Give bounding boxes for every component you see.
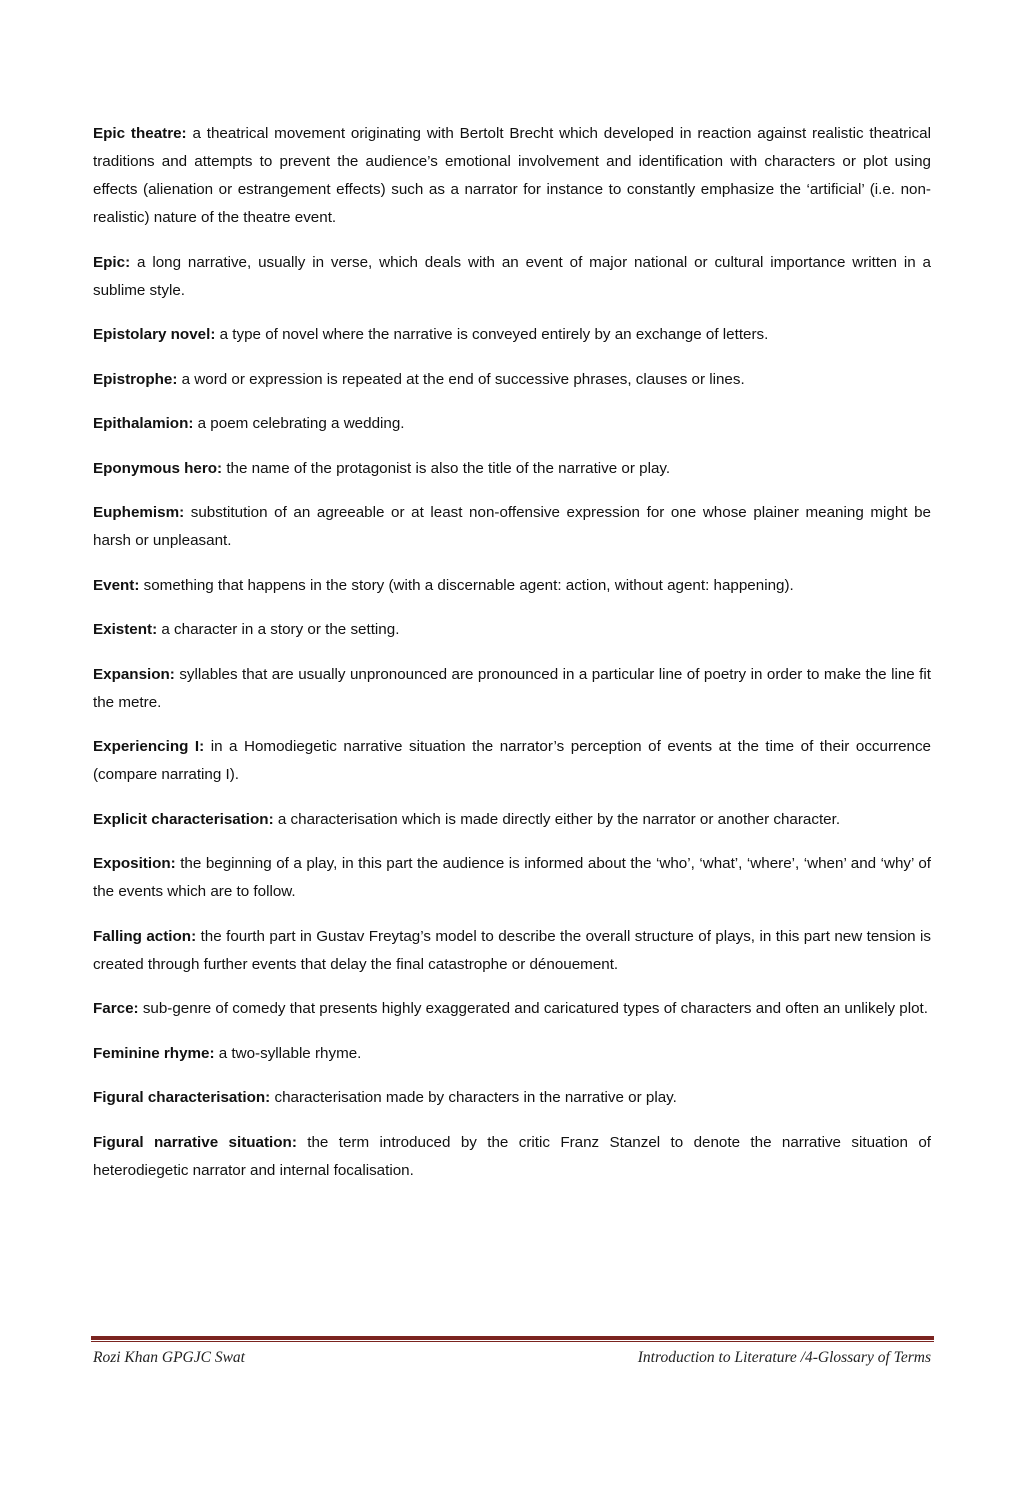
glossary-term: Expansion: xyxy=(93,665,175,683)
glossary-term: Explicit characterisation: xyxy=(93,810,274,828)
glossary-term: Experiencing I: xyxy=(93,738,205,755)
glossary-definition: a character in a story or the setting. xyxy=(157,621,400,638)
glossary-definition: a theatrical movement originating with Bertolt Brecht which developed in reaction against realistic theatrical traditions and attempts to prevent the audience’s emotional involvement and identification with characters or plot using effects (alienation or estrangement effects) such as a narrator for instance to constantly emphasize the ‘artificial’ (i.e. non-realistic) nature of the theatre event. xyxy=(93,125,931,226)
glossary-term: Farce: xyxy=(93,1000,139,1017)
glossary-term: Epistrophe: xyxy=(93,370,178,388)
glossary-entry-experiencing-i xyxy=(93,733,931,789)
footer-author: Rozi Khan GPGJC Swat xyxy=(93,1349,245,1366)
footer-divider xyxy=(91,1336,934,1342)
glossary-definition: a type of novel where the narrative is conveyed entirely by an exchange of letters. xyxy=(215,326,769,343)
glossary-entry-epic xyxy=(93,249,931,305)
glossary-entry-euphemism xyxy=(93,499,931,555)
page-footer xyxy=(93,1349,931,1367)
glossary-entry-existent xyxy=(93,616,931,644)
glossary-term: Exposition: xyxy=(93,855,176,872)
glossary-term: Epithalamion: xyxy=(93,415,194,432)
glossary-entry-epic-theatre xyxy=(93,120,931,232)
glossary-definition: the term introduced by the critic Franz Stanzel to denote the narrative situation of heterodiegetic narrator and internal focalisation. xyxy=(93,1133,931,1179)
glossary-entry-figural-narrative-situation xyxy=(93,1129,931,1185)
glossary-definition: a poem celebrating a wedding. xyxy=(193,415,405,432)
glossary-term: Event: xyxy=(93,576,140,594)
glossary-term: Existent: xyxy=(93,621,158,638)
glossary-entry-epistolary-novel xyxy=(93,321,931,349)
glossary-term: Euphemism: xyxy=(93,504,185,521)
glossary-definition: sub-genre of comedy that presents highly exaggerated and caricatured types of characters and often an unlikely plot. xyxy=(138,1000,928,1017)
glossary-entry-feminine-rhyme xyxy=(93,1040,931,1068)
glossary-entry-explicit-characterisation xyxy=(93,806,931,834)
glossary-term: Epistolary novel: xyxy=(93,326,216,343)
glossary-term: Falling action: xyxy=(93,927,197,945)
glossary-entry-expansion xyxy=(93,661,931,717)
glossary-definition: a word or expression is repeated at the end of successive phrases, clauses or lines. xyxy=(177,370,745,388)
glossary-definition: the name of the protagonist is also the title of the narrative or play. xyxy=(222,459,671,477)
glossary-entry-figural-characterisation xyxy=(93,1084,931,1112)
glossary-term: Feminine rhyme: xyxy=(93,1044,215,1062)
glossary-term: Figural narrative situation: xyxy=(93,1133,297,1151)
glossary-body xyxy=(93,120,931,1201)
glossary-entry-epithalamion xyxy=(93,410,931,438)
glossary-term: Eponymous hero: xyxy=(93,459,223,477)
glossary-entry-epistrophe xyxy=(93,366,931,394)
glossary-definition: characterisation made by characters in the narrative or play. xyxy=(270,1089,677,1106)
glossary-term: Epic: xyxy=(93,253,131,271)
glossary-entry-farce xyxy=(93,995,931,1023)
glossary-definition: substitution of an agreeable or at least non-offensive expression for one whose plainer meaning might be harsh or unpleasant. xyxy=(93,504,931,549)
glossary-definition: a two-syllable rhyme. xyxy=(214,1044,362,1062)
glossary-definition: in a Homodiegetic narrative situation the narrator’s perception of events at the time of their occurrence (compare narrating I). xyxy=(93,738,932,783)
glossary-term: Figural characterisation: xyxy=(93,1089,271,1106)
glossary-definition: a long narrative, usually in verse, which deals with an event of major national or cultural importance written in a sublime style. xyxy=(93,253,931,299)
glossary-entry-falling-action xyxy=(93,923,931,979)
glossary-definition: a characterisation which is made directly either by the narrator or another character. xyxy=(273,810,841,828)
glossary-entry-event xyxy=(93,572,931,600)
glossary-entry-exposition xyxy=(93,850,931,906)
glossary-entry-eponymous-hero xyxy=(93,455,931,483)
glossary-definition: syllables that are usually unpronounced are pronounced in a particular line of poetry in order to make the line fit the metre. xyxy=(93,665,931,711)
glossary-definition: the fourth part in Gustav Freytag’s model to describe the overall structure of plays, in this part new tension is created through further events that delay the final catastrophe or dénouement. xyxy=(93,927,931,973)
glossary-definition: something that happens in the story (with a discernable agent: action, without agent: happening). xyxy=(139,576,794,594)
footer-document-title: Introduction to Literature /4-Glossary of Terms xyxy=(637,1349,931,1366)
glossary-definition: the beginning of a play, in this part the audience is informed about the ‘who’, ‘what’, ‘where’, ‘when’ and ‘why’ of the events which are to follow. xyxy=(93,855,931,900)
glossary-term: Epic theatre: xyxy=(93,125,187,142)
